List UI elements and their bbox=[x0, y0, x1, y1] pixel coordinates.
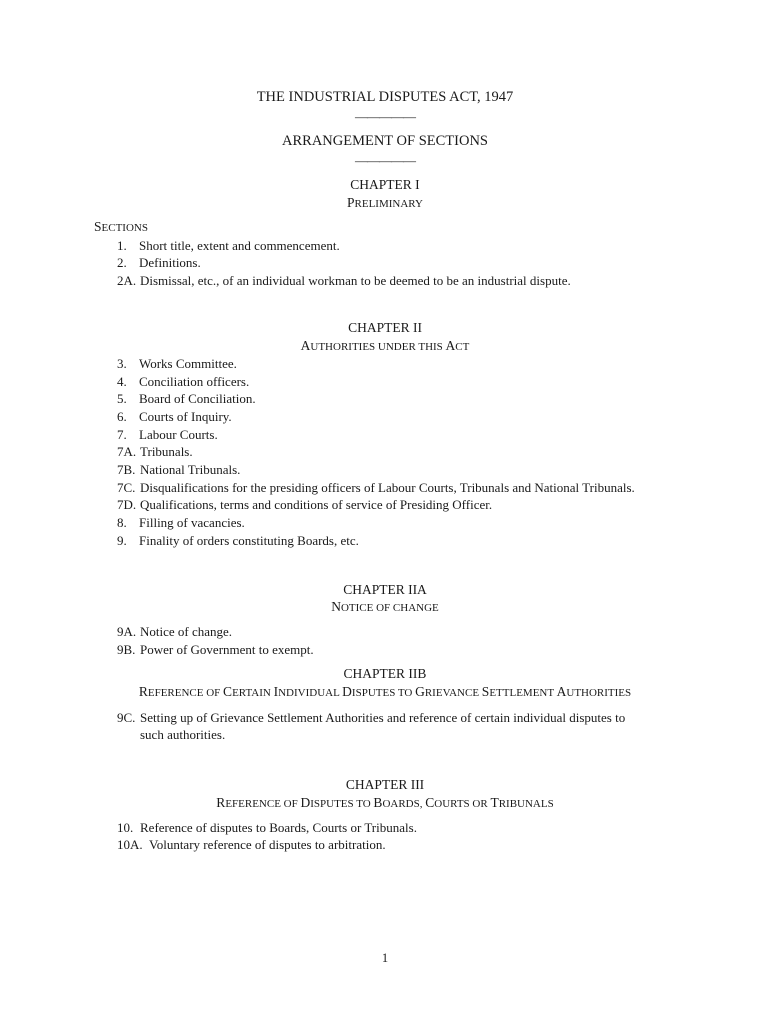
section-title: Tribunals. bbox=[140, 444, 193, 459]
subtitle-text: EFERENCE OF bbox=[225, 798, 301, 810]
section-item bbox=[117, 534, 359, 547]
subtitle-initial: S bbox=[481, 684, 490, 699]
subtitle-initial: A bbox=[300, 338, 311, 353]
subtitle-initial: P bbox=[347, 195, 355, 210]
section-item bbox=[117, 463, 240, 476]
section-number: 9. bbox=[117, 533, 127, 548]
subtitle-initial: C bbox=[425, 795, 435, 810]
subtitle-initial: D bbox=[300, 795, 311, 810]
subtitle-initial: I bbox=[273, 684, 279, 699]
subtitle-initial: D bbox=[342, 684, 352, 699]
section-number: 7B. bbox=[117, 462, 136, 477]
chapter-heading: CHAPTER IIB bbox=[343, 666, 427, 681]
section-title: Voluntary reference of disputes to arbitration. bbox=[149, 837, 386, 852]
section-title: Short title, extent and commencement. bbox=[139, 238, 340, 253]
section-title: Conciliation officers. bbox=[139, 374, 250, 389]
section-item bbox=[117, 498, 492, 511]
section-title: Qualifications, terms and conditions of service of Presiding Officer. bbox=[140, 497, 493, 512]
section-number: 2. bbox=[117, 255, 127, 270]
section-title: Works Committee. bbox=[139, 356, 237, 371]
chapter-subtitle bbox=[0, 796, 770, 810]
section-number: 8. bbox=[117, 515, 127, 530]
section-item bbox=[117, 516, 245, 529]
chapter-heading: CHAPTER I bbox=[350, 177, 420, 192]
chapter-subtitle bbox=[0, 339, 770, 353]
section-title: Board of Conciliation. bbox=[139, 391, 256, 406]
subtitle-text: RIEVANCE bbox=[424, 687, 482, 699]
section-number: 7C. bbox=[117, 480, 136, 495]
chapter-heading: CHAPTER II bbox=[348, 320, 422, 335]
subtitle-text: ISPUTES TO bbox=[310, 798, 374, 810]
section-item bbox=[117, 445, 193, 458]
section-item bbox=[117, 274, 571, 287]
subtitle-text: OURTS OR bbox=[434, 798, 491, 810]
section-item bbox=[117, 481, 635, 494]
section-item bbox=[117, 256, 201, 269]
chapter-subtitle bbox=[0, 685, 770, 699]
section-item bbox=[117, 410, 232, 423]
subtitle-initial: A bbox=[556, 684, 567, 699]
section-title: National Tribunals. bbox=[140, 462, 241, 477]
section-number: 6. bbox=[117, 409, 127, 424]
section-number: 9A. bbox=[117, 624, 137, 639]
section-title: Labour Courts. bbox=[139, 427, 218, 442]
section-number: 7. bbox=[117, 427, 127, 442]
section-item bbox=[117, 625, 232, 638]
arrangement-heading: ARRANGEMENT OF SECTIONS bbox=[282, 133, 488, 149]
section-item bbox=[117, 643, 314, 656]
arrangement-rule: ————— bbox=[355, 153, 415, 168]
section-number: 7A. bbox=[117, 444, 137, 459]
chapter-heading: CHAPTER IIA bbox=[343, 582, 427, 597]
subtitle-initial: N bbox=[331, 599, 341, 614]
section-item bbox=[117, 239, 340, 252]
subtitle-text: CT bbox=[455, 341, 470, 353]
subtitle-initial: R bbox=[216, 795, 226, 810]
section-item bbox=[117, 428, 218, 441]
section-number: 10A. bbox=[117, 837, 143, 852]
section-title: Finality of orders constituting Boards, etc. bbox=[139, 533, 359, 548]
subtitle-text: RELIMINARY bbox=[354, 198, 423, 210]
section-title: Reference of disputes to Boards, Courts or Tribunals. bbox=[140, 820, 417, 835]
section-item bbox=[117, 392, 256, 405]
section-number: 5. bbox=[117, 391, 127, 406]
subtitle-initial: C bbox=[223, 684, 233, 699]
subtitle-text: OTICE OF CHANGE bbox=[340, 602, 439, 614]
section-number: 9B. bbox=[117, 642, 136, 657]
sections-label-initial: S bbox=[94, 219, 102, 234]
page-number: 1 bbox=[381, 951, 389, 965]
subtitle-initial: A bbox=[445, 338, 456, 353]
section-item bbox=[117, 821, 417, 834]
act-title: THE INDUSTRIAL DISPUTES ACT, 1947 bbox=[256, 89, 514, 105]
section-title: Definitions. bbox=[139, 255, 201, 270]
subtitle-text: ETTLEMENT bbox=[489, 687, 557, 699]
section-number: 7D. bbox=[117, 497, 137, 512]
section-title: Setting up of Grievance Settlement Authorities and reference of certain individual disputes to bbox=[140, 710, 626, 725]
section-title: Disqualifications for the presiding officers of Labour Courts, Tribunals and National Tribunals. bbox=[140, 480, 635, 495]
section-title: Courts of Inquiry. bbox=[139, 409, 232, 424]
subtitle-initial: T bbox=[490, 795, 499, 810]
subtitle-text: UTHORITIES bbox=[566, 687, 632, 699]
section-title: Power of Government to exempt. bbox=[140, 642, 314, 657]
chapter-subtitle bbox=[0, 196, 770, 210]
subtitle-text: ERTAIN bbox=[232, 687, 274, 699]
chapter-subtitle bbox=[0, 600, 770, 614]
section-title-continuation: such authorities. bbox=[140, 727, 226, 742]
section-item bbox=[117, 375, 249, 388]
section-number: 1. bbox=[117, 238, 127, 253]
subtitle-initial: R bbox=[138, 684, 148, 699]
subtitle-initial: B bbox=[373, 795, 383, 810]
section-item bbox=[117, 838, 386, 851]
section-title: Filling of vacancies. bbox=[139, 515, 245, 530]
title-rule: ————— bbox=[355, 109, 415, 124]
subtitle-text: ISPUTES TO bbox=[351, 687, 416, 699]
subtitle-text: UTHORITIES UNDER THIS bbox=[310, 341, 446, 353]
sections-label bbox=[94, 220, 148, 234]
section-item bbox=[117, 357, 237, 370]
section-number: 4. bbox=[117, 374, 127, 389]
section-number: 2A. bbox=[117, 273, 137, 288]
section-title: Dismissal, etc., of an individual workman to be deemed to be an industrial dispute. bbox=[140, 273, 571, 288]
section-number: 3. bbox=[117, 356, 127, 371]
subtitle-initial: G bbox=[415, 684, 425, 699]
section-number: 10. bbox=[117, 820, 134, 835]
subtitle-text: OARDS, bbox=[382, 798, 426, 810]
subtitle-text: EFERENCE OF bbox=[147, 687, 224, 699]
section-item bbox=[117, 711, 625, 724]
section-title: Notice of change. bbox=[140, 624, 233, 639]
subtitle-text: RIBUNALS bbox=[498, 798, 554, 810]
subtitle-text: NDIVIDUAL bbox=[278, 687, 343, 699]
section-number: 9C. bbox=[117, 710, 136, 725]
sections-label-rest: ECTIONS bbox=[101, 222, 148, 234]
chapter-heading: CHAPTER III bbox=[345, 777, 425, 792]
